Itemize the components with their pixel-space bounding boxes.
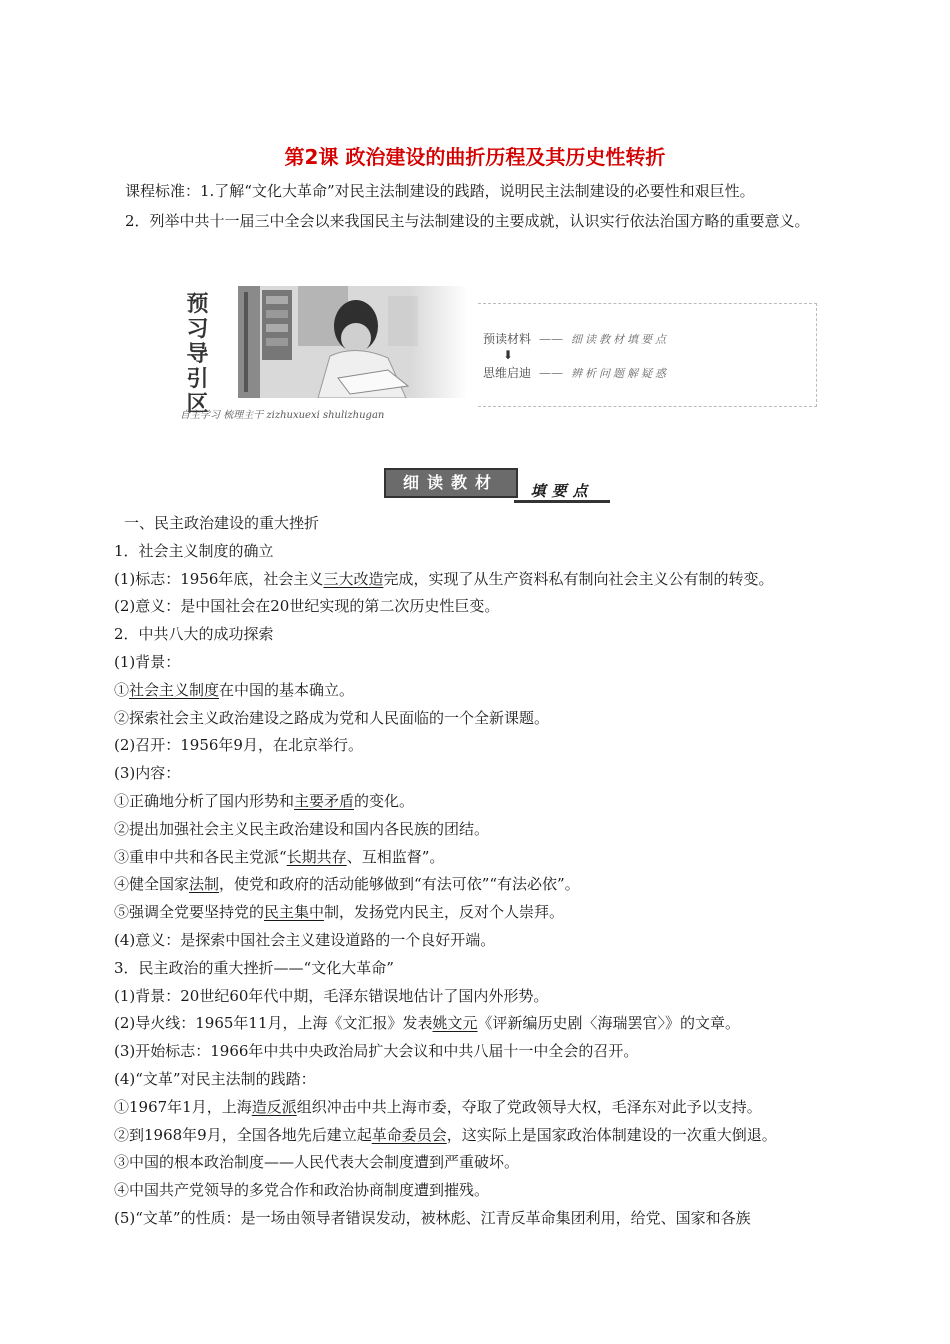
students-reading-illustration xyxy=(238,286,468,398)
underlined-term: 民主集中 xyxy=(264,903,325,922)
text-line xyxy=(114,566,864,594)
banner-flow-box xyxy=(478,303,817,407)
flow-hint-thinking: 辨析问题解疑惑 xyxy=(571,367,670,380)
text-span: 组织冲击中共上海市委，夺取了党政领导大权，毛泽东对此予以支持。 xyxy=(296,1097,762,1116)
text-line: (2)召开：1956年9月，在北京举行。 xyxy=(114,736,363,755)
flow-row-reading xyxy=(483,330,669,347)
text-span: ④健全国家 xyxy=(114,875,190,894)
subheading: 1．社会主义制度的确立 xyxy=(114,541,274,560)
text-span: (1)标志：1956年底，社会主义 xyxy=(114,569,324,588)
standard-paragraph-1: 课程标准：1.了解“文化大革命”对民主法制建设的践踏，说明民主法制建设的必要性和艰巨性。 xyxy=(125,182,755,200)
underlined-term: 革命委员会 xyxy=(371,1125,447,1144)
subheading: 2．中共八大的成功探索 xyxy=(114,625,274,644)
document-body xyxy=(114,510,864,1233)
text-span: ，使党和政府的活动能够做到“有法可依”“有法必依”。 xyxy=(219,875,580,894)
text-line xyxy=(114,871,864,899)
text-span: 制，发扬党内民主，反对个人崇拜。 xyxy=(324,903,565,922)
text-span: ①1967年1月，上海 xyxy=(114,1097,252,1116)
text-span: 完成，实现了从生产资料私有制向社会主义公有制的转变。 xyxy=(383,569,774,588)
text-line xyxy=(114,1010,864,1038)
flow-step-reading: 预读材料 xyxy=(483,332,532,346)
text-span: ③重申中共和各民主党派“ xyxy=(114,847,287,866)
text-span: ②到1968年9月，全国各地先后建立起 xyxy=(114,1125,372,1144)
text-span: 《评新编历史剧〈海瑞罢官〉》的文章。 xyxy=(477,1014,741,1033)
text-line: (1)背景： xyxy=(114,652,181,671)
badge-sub-label: 填要点 xyxy=(514,482,610,503)
underlined-term: 主要矛盾 xyxy=(294,791,355,810)
text-line: ②提出加强社会主义民主政治建设和国内各民族的团结。 xyxy=(114,819,490,838)
standard-paragraph-2: 2．列举中共十一届三中全会以来我国民主与法制建设的主要成就，认识实行依法治国方略的重要意义。 xyxy=(125,212,810,230)
banner-photo-illustration xyxy=(238,286,468,398)
text-line xyxy=(114,1122,864,1150)
underlined-term: 社会主义制度 xyxy=(129,680,220,699)
text-span: 在中国的基本确立。 xyxy=(219,680,355,699)
underlined-term: 法制 xyxy=(189,875,220,894)
text-line xyxy=(114,677,864,705)
section-badge xyxy=(384,468,616,506)
text-span: ，这实际上是国家政治体制建设的一次重大倒退。 xyxy=(446,1125,777,1144)
underlined-term: 长期共存 xyxy=(286,847,347,866)
underlined-term: 三大改造 xyxy=(323,569,384,588)
flow-dash: —— xyxy=(539,332,564,346)
flow-row-thinking xyxy=(483,364,669,381)
text-line xyxy=(114,844,864,872)
flow-step-thinking: 思维启迪 xyxy=(483,366,532,380)
text-line: (4)意义：是探索中国社会主义建设道路的一个良好开端。 xyxy=(114,930,496,949)
text-line: ④中国共产党领导的多党合作和政治协商制度遭到摧残。 xyxy=(114,1181,490,1200)
text-line xyxy=(114,899,864,927)
text-line xyxy=(114,788,864,816)
down-arrow-icon: ⬇ xyxy=(503,348,514,362)
text-line: ③中国的根本政治制度——人民代表大会制度遭到严重破坏。 xyxy=(114,1153,520,1172)
subheading: 3．民主政治的重大挫折——“文化大革命” xyxy=(114,958,394,977)
text-line: (2)意义：是中国社会在20世纪实现的第二次历史性巨变。 xyxy=(114,597,500,616)
section-heading: 一、民主政治建设的重大挫折 xyxy=(124,514,320,532)
flow-dash: —— xyxy=(539,366,564,380)
banner-heading: 预习导引区 xyxy=(186,292,210,417)
text-line xyxy=(114,1094,864,1122)
text-span: ① xyxy=(114,680,130,699)
text-span: ①正确地分析了国内形势和 xyxy=(114,791,295,810)
text-span: 的变化。 xyxy=(354,791,415,810)
course-standard xyxy=(95,176,855,236)
underlined-term: 姚文元 xyxy=(432,1014,478,1033)
banner-caption: 自主学习 梳理主干 zizhuxuexi shulizhugan xyxy=(180,410,385,421)
badge-main-label: 细读教材 xyxy=(384,468,518,498)
text-line: ②探索社会主义政治建设之路成为党和人民面临的一个全新课题。 xyxy=(114,708,550,727)
text-line: (3)开始标志：1966年中共中央政治局扩大会议和中共八届十一中全会的召开。 xyxy=(114,1042,639,1061)
flow-hint-reading: 细读教材填要点 xyxy=(571,333,670,346)
text-span: 、互相监督”。 xyxy=(346,847,445,866)
lesson-title: 第2课 政治建设的曲折历程及其历史性转折 xyxy=(284,145,666,169)
text-line: (4)“文革”对民主法制的践踏： xyxy=(114,1069,316,1088)
text-line: (3)内容： xyxy=(114,764,181,783)
preview-banner xyxy=(178,286,824,428)
underlined-term: 造反派 xyxy=(251,1097,297,1116)
text-span: ⑤强调全党要坚持党的 xyxy=(114,903,265,922)
text-line: (5)“文革”的性质：是一场由领导者错误发动，被林彪、江青反革命集团利用，给党、国家和各族 xyxy=(114,1208,751,1227)
text-line: (1)背景：20世纪60年代中期，毛泽东错误地估计了国内外形势。 xyxy=(114,986,549,1005)
text-span: (2)导火线：1965年11月，上海《文汇报》发表 xyxy=(114,1014,433,1033)
